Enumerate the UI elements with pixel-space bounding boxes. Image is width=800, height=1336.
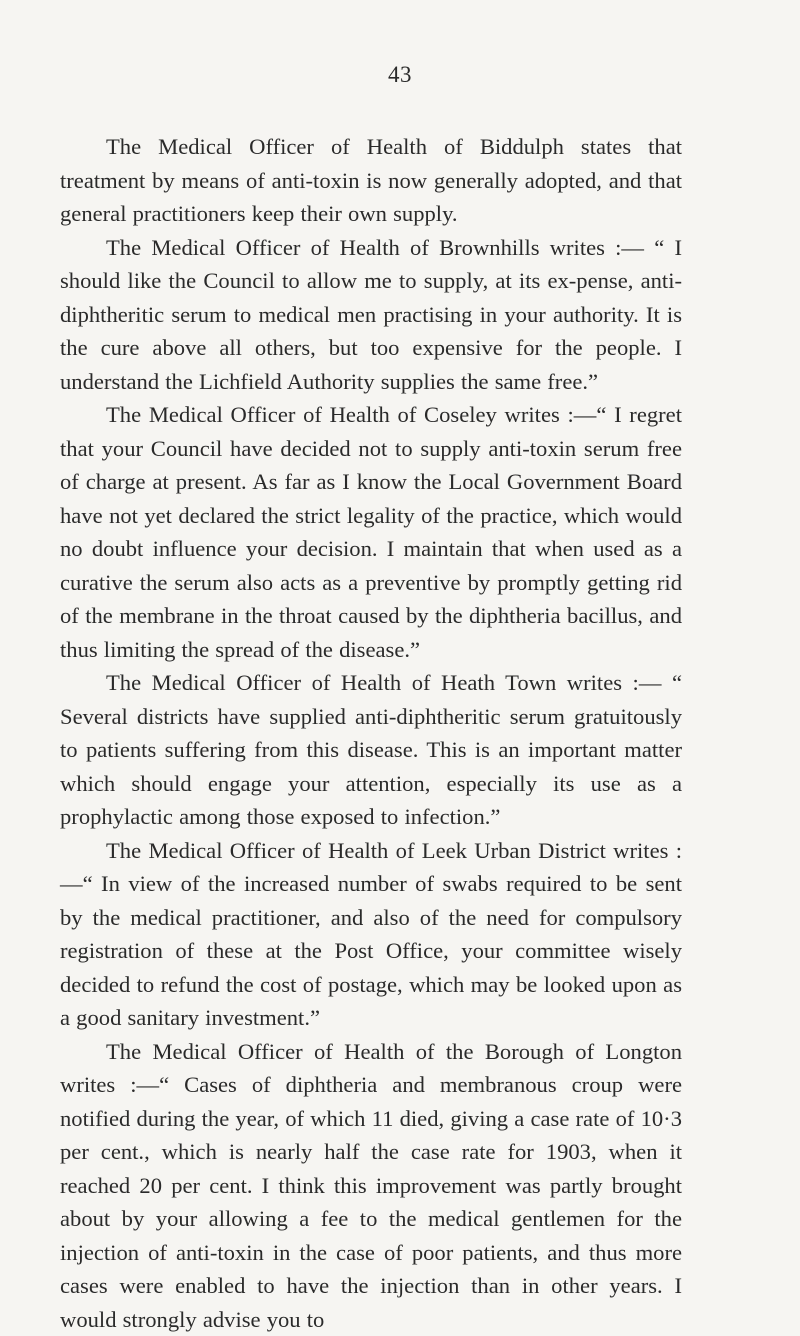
paragraph-heath-town: The Medical Officer of Health of Heath Town writes :— “ Several districts have supplied anti-diphtheritic serum gratuitously to patients suffering from this disease. This is an important matter which should engage your attention, especially its use as a prophylactic among those exposed to infection.” bbox=[60, 666, 682, 834]
paragraph-longton: The Medical Officer of Health of the Borough of Longton writes :—“ Cases of diphtheria and membranous croup were notified during the year, of which 11 died, giving a case rate of 10·3 per cent., which is nearly half the case rate for 1903, when it reached 20 per cent. I think this improvement was partly brought about by your allowing a fee to the medical gentlemen for the injection of anti-toxin in the case of poor patients, and thus more cases were enabled to have the injection than in other years. I would strongly advise you to bbox=[60, 1035, 682, 1336]
page-number: 43 bbox=[0, 62, 800, 88]
body-text bbox=[60, 130, 682, 1336]
paragraph-leek: The Medical Officer of Health of Leek Urban District writes :—“ In view of the increased number of swabs required to be sent by the medical practitioner, and also of the need for compulsory registration of these at the Post Office, your committee wisely decided to refund the cost of postage, which may be looked upon as a good sanitary investment.” bbox=[60, 834, 682, 1035]
paragraph-biddulph: The Medical Officer of Health of Biddulph states that treatment by means of anti-toxin is now generally adopted, and that general practitioners keep their own supply. bbox=[60, 130, 682, 231]
paragraph-coseley: The Medical Officer of Health of Coseley writes :—“ I regret that your Council have decided not to supply anti-toxin serum free of charge at present. As far as I know the Local Government Board have not yet declared the strict legality of the practice, which would no doubt influence your decision. I maintain that when used as a curative the serum also acts as a preventive by promptly getting rid of the membrane in the throat caused by the diphtheria bacillus, and thus limiting the spread of the disease.” bbox=[60, 398, 682, 666]
paragraph-brownhills: The Medical Officer of Health of Brownhills writes :— “ I should like the Council to allow me to supply, at its ex-pense, anti-diphtheritic serum to medical men practising in your authority. It is the cure above all others, but too expensive for the people. I understand the Lichfield Authority supplies the same free.” bbox=[60, 231, 682, 399]
